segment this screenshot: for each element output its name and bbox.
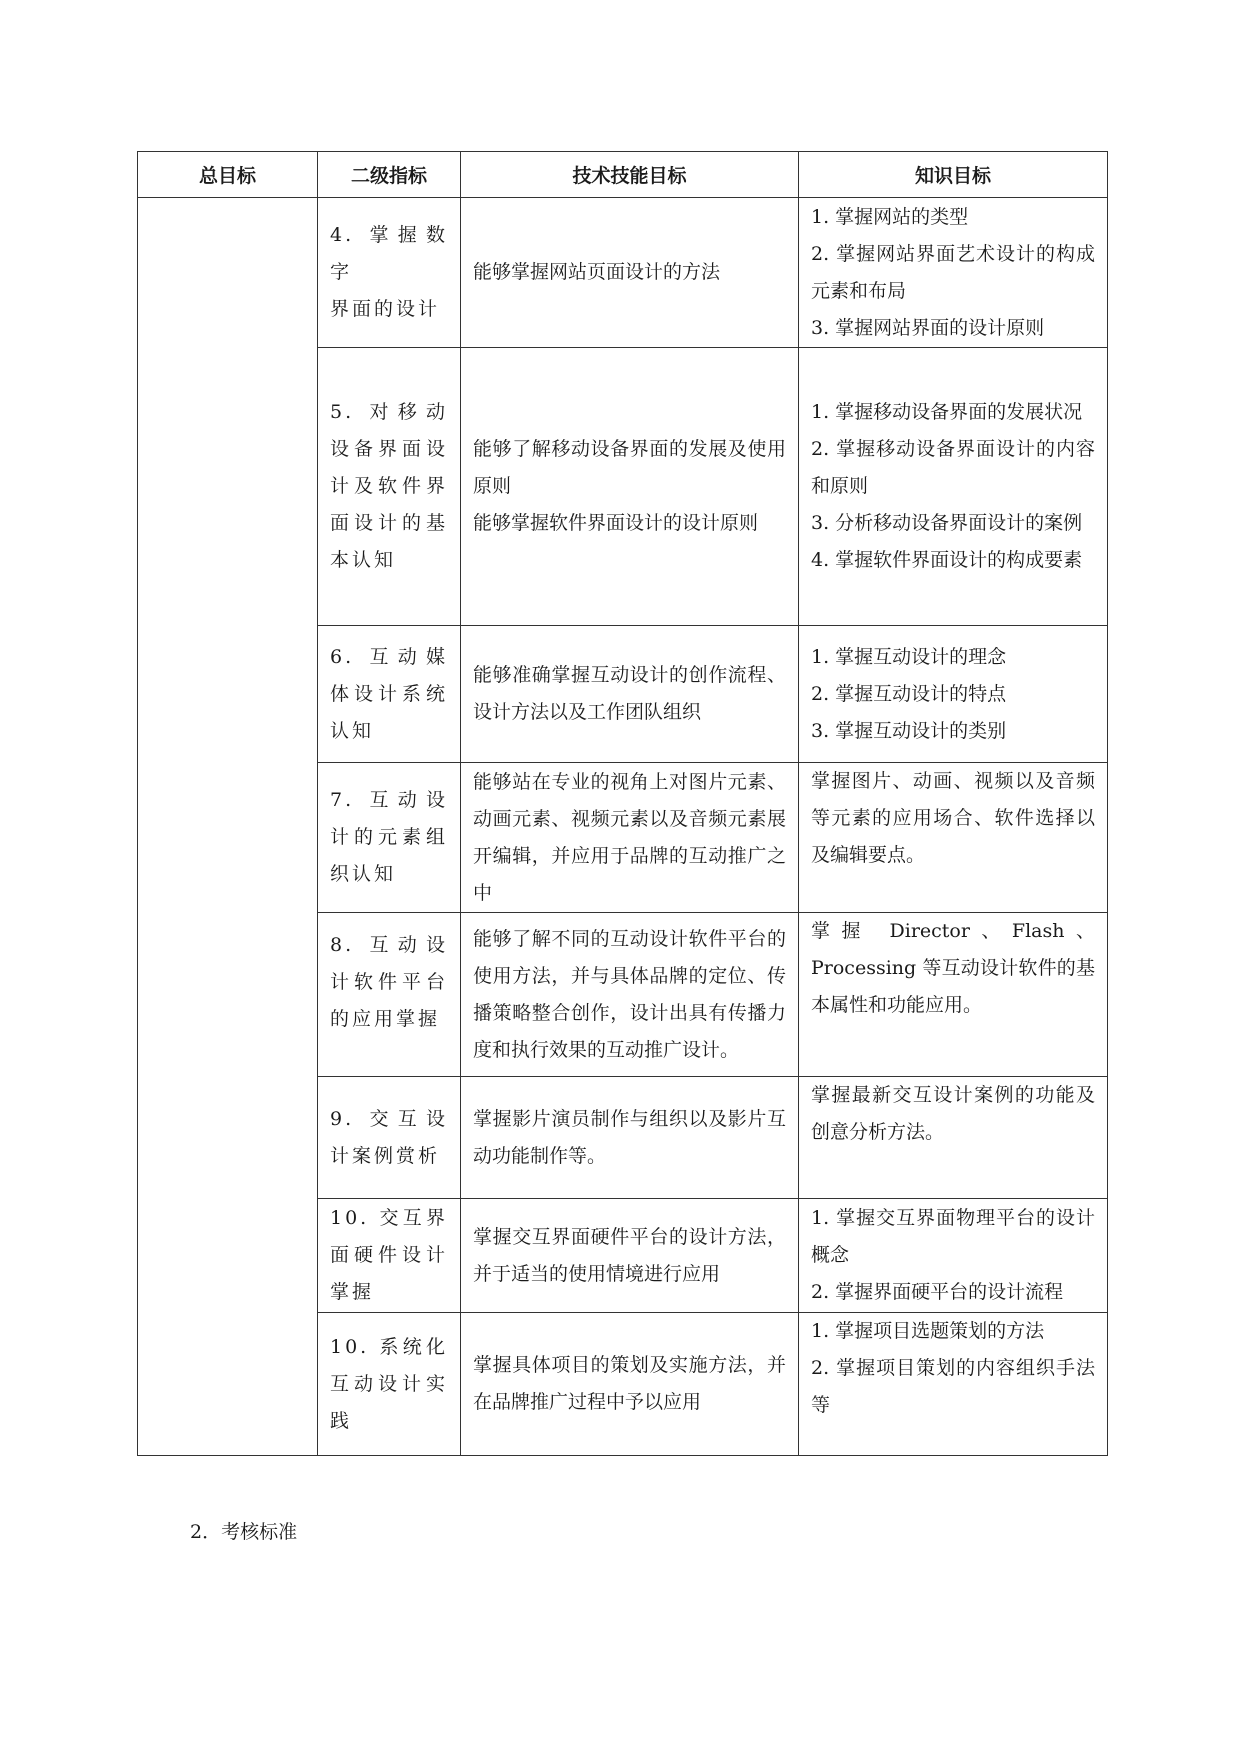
knowledge-line: 3. 分析移动设备界面设计的案例 [811,512,1083,534]
knowledge-line: 1. 掌握移动设备界面的发展状况 [811,401,1083,423]
skill-cell: 能够准确掌握互动设计的创作流程、设计方法以及工作团队组织 [461,626,799,763]
skill-cell: 掌握交互界面硬件平台的设计方法，并于适当的使用情境进行应用 [461,1199,799,1313]
knowledge-line: 掌握图片、动画、视频以及音频等元素的应用场合、软件选择以及编辑要点。 [811,770,1095,866]
knowledge-line: 2. 掌握网站界面艺术设计的构成元素和布局 [811,242,1095,302]
knowledge-line: 掌握 Director、Flash、Processing 等互动设计软件的基本属性和功能应用。 [811,920,1095,1016]
header-level2-indicator: 二级指标 [318,152,461,198]
table-body [138,198,1108,1456]
section-caption: 2．考核标准 [190,1521,298,1543]
knowledge-line: 2. 掌握界面硬平台的设计流程 [811,1281,1064,1303]
knowledge-line: 3. 掌握互动设计的类别 [811,719,1007,742]
knowledge-cell [799,626,1108,763]
table-header-row [138,152,1108,198]
header-skill-goal: 技术技能目标 [461,152,799,198]
course-goals-table [137,151,1108,1456]
knowledge-cell [799,198,1108,348]
skill-cell: 能够了解移动设备界面的发展及使用原则 能够掌握软件界面设计的设计原则 [461,348,799,626]
level2-line: 4. 掌握数字 [330,224,448,283]
skill-cell: 掌握具体项目的策划及实施方法，并在品牌推广过程中予以应用 [461,1313,799,1456]
knowledge-line: 掌握最新交互设计案例的功能及创意分析方法。 [811,1084,1095,1143]
knowledge-line: 2. 掌握项目策划的内容组织手法等 [811,1357,1095,1416]
level2-cell [318,198,461,348]
knowledge-cell [799,1313,1108,1456]
knowledge-line: 1. 掌握交互界面物理平台的设计概念 [811,1207,1095,1266]
knowledge-cell [799,913,1108,1077]
level2-cell: 7. 互动设计的元素组织认知 [318,763,461,913]
level2-cell: 10. 系统化互动设计实践 [318,1313,461,1456]
knowledge-line: 2. 掌握互动设计的特点 [811,682,1007,705]
knowledge-cell [799,348,1108,626]
level2-cell: 6. 互动媒体设计系统认知 [318,626,461,763]
level2-cell: 9. 交互设计案例赏析 [318,1077,461,1199]
skill-cell: 掌握影片演员制作与组织以及影片互动功能制作等。 [461,1077,799,1199]
knowledge-cell [799,1077,1108,1199]
table-row [138,198,1108,348]
level2-cell: 5. 对移动设备界面设计及软件界面设计的基本认知 [318,348,461,626]
level2-line: 界面的设计 [330,298,441,320]
skill-cell: 能够掌握网站页面设计的方法 [461,198,799,348]
level2-cell: 10. 交互界面硬件设计掌握 [318,1199,461,1313]
knowledge-cell [799,1199,1108,1313]
skill-cell: 能够站在专业的视角上对图片元素、动画元素、视频元素以及音频元素展开编辑，并应用于品牌的互动推广之中 [461,763,799,913]
knowledge-line: 4. 掌握软件界面设计的构成要素 [811,549,1083,571]
knowledge-line: 1. 掌握互动设计的理念 [811,645,1007,668]
header-knowledge-goal: 知识目标 [799,152,1108,198]
knowledge-line: 1. 掌握项目选题策划的方法 [811,1320,1045,1342]
level2-cell: 8. 互动设计软件平台的应用掌握 [318,913,461,1077]
knowledge-line: 3. 掌握网站界面的设计原则 [811,316,1045,339]
knowledge-line: 1. 掌握网站的类型 [811,205,969,228]
skill-cell: 能够了解不同的互动设计软件平台的使用方法，并与具体品牌的定位、传播策略整合创作，设计出具有传播力度和执行效果的互动推广设计。 [461,913,799,1077]
overall-goal-cell [138,198,318,1456]
knowledge-line: 2. 掌握移动设备界面设计的内容和原则 [811,438,1095,497]
knowledge-cell [799,763,1108,913]
header-overall-goal: 总目标 [138,152,318,198]
